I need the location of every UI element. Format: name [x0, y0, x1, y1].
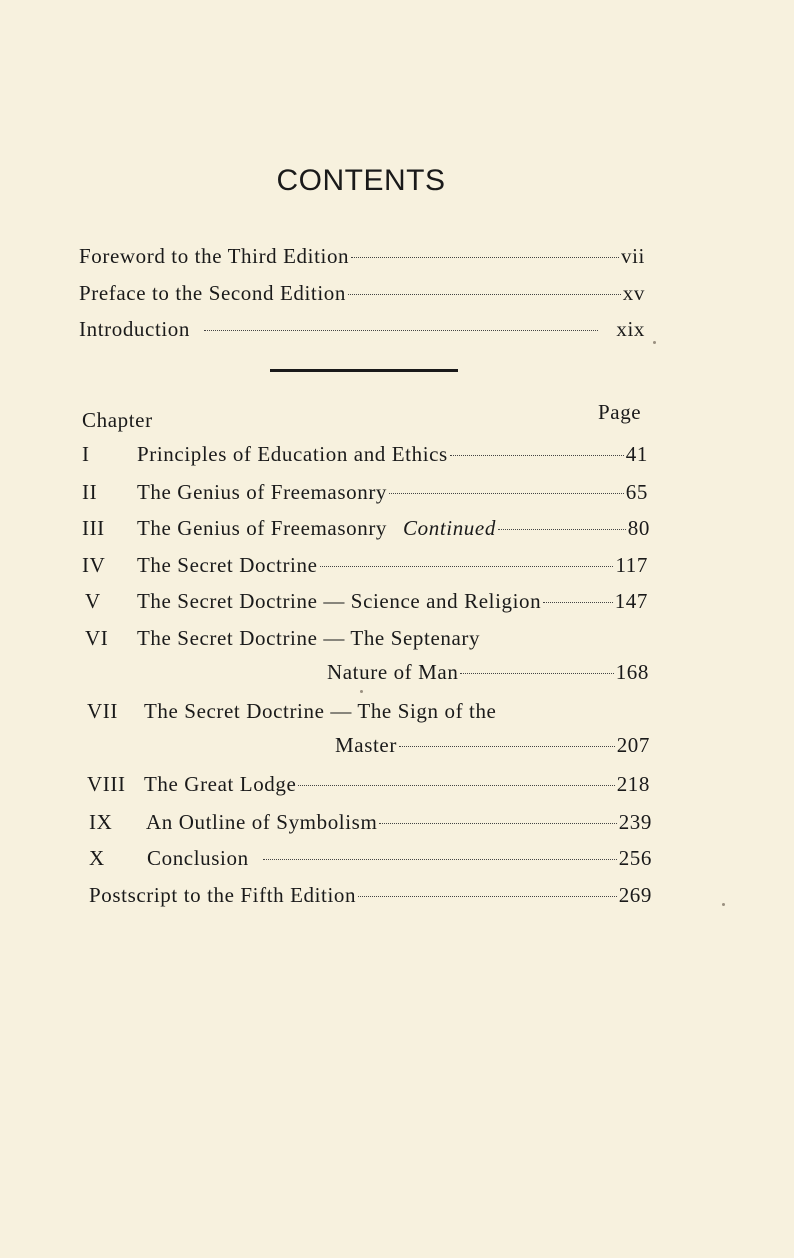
- toc-entry-chapter-2: [82, 479, 648, 505]
- section-divider: [270, 369, 458, 372]
- entry-label: The Secret Doctrine: [137, 553, 318, 577]
- entry-label-continued: Continued: [403, 516, 496, 540]
- entry-label: The Genius of Freemasonry: [137, 480, 388, 504]
- entry-page: 80: [627, 516, 650, 540]
- entry-label: An Outline of Symbolism: [146, 810, 378, 834]
- paper-speck: [722, 903, 725, 906]
- chapter-number: III: [82, 516, 105, 540]
- entry-page: 218: [616, 772, 650, 796]
- entry-page: 147: [614, 589, 648, 613]
- chapter-number: I: [82, 442, 90, 466]
- chapter-number: X: [89, 846, 105, 870]
- toc-entry-foreword: [79, 243, 645, 269]
- toc-entry-chapter-6-continued: [327, 659, 649, 685]
- dot-leader: [298, 785, 614, 786]
- toc-entry-chapter-8: [87, 771, 650, 797]
- dot-leader: [389, 493, 624, 494]
- toc-entry-chapter-5: [85, 588, 648, 614]
- entry-label: Postscript to the Fifth Edition: [89, 883, 357, 907]
- entry-page: 65: [625, 480, 648, 504]
- toc-entry-chapter-7-continued: [335, 732, 650, 758]
- entry-label: Principles of Education and Ethics: [137, 442, 448, 466]
- entry-label: The Secret Doctrine — The Sign of the: [144, 699, 497, 723]
- entry-page: 117: [615, 553, 648, 577]
- dot-leader: [399, 746, 615, 747]
- entry-label: Introduction: [79, 317, 191, 341]
- toc-entry-chapter-3: [82, 515, 650, 541]
- entry-label: Preface to the Second Edition: [79, 281, 346, 305]
- dot-leader: [450, 455, 624, 456]
- entry-label: Conclusion: [147, 846, 249, 870]
- chapter-number: VIII: [87, 772, 126, 796]
- toc-entry-chapter-9: [89, 809, 652, 835]
- chapter-number: IX: [89, 810, 113, 834]
- dot-leader: [351, 257, 619, 258]
- toc-entry-introduction: [79, 316, 645, 342]
- chapter-column-header: Chapter: [82, 408, 153, 432]
- entry-page: vii: [621, 244, 645, 268]
- entry-page: 207: [616, 733, 650, 757]
- entry-label: The Genius of Freemasonry: [137, 516, 388, 540]
- toc-entry-chapter-7: [87, 698, 650, 724]
- toc-entry-chapter-6: [85, 625, 648, 651]
- dot-leader: [320, 566, 614, 567]
- entry-page: 269: [618, 883, 652, 907]
- entry-page: xix: [616, 317, 645, 341]
- toc-entry-chapter-4: [82, 552, 648, 578]
- paper-speck: [360, 690, 363, 693]
- chapter-number: II: [82, 480, 98, 504]
- dot-leader: [348, 294, 621, 295]
- entry-page: 168: [615, 660, 649, 684]
- dot-leader: [263, 859, 617, 860]
- dot-leader: [543, 602, 612, 603]
- entry-label: The Secret Doctrine — The Septenary: [137, 626, 481, 650]
- toc-entry-preface: [79, 280, 645, 306]
- entry-page: 239: [618, 810, 652, 834]
- paper-speck: [653, 341, 656, 344]
- entry-page: 41: [625, 442, 648, 466]
- page-column-header: Page: [598, 400, 642, 424]
- toc-entry-chapter-10: [89, 845, 652, 871]
- dot-leader: [460, 673, 613, 674]
- dot-leader: [358, 896, 617, 897]
- entry-label-continued: Master: [335, 733, 397, 757]
- chapter-number: V: [85, 589, 101, 613]
- entry-page: xv: [622, 281, 645, 305]
- chapter-number: VI: [85, 626, 109, 650]
- page-title: CONTENTS: [276, 164, 446, 197]
- dot-leader: [379, 823, 616, 824]
- entry-label: Foreword to the Third Edition: [79, 244, 350, 268]
- entry-label: The Secret Doctrine — Science and Religion: [137, 589, 542, 613]
- dot-leader: [204, 330, 598, 331]
- chapter-number: VII: [87, 699, 118, 723]
- entry-label-continued: Nature of Man: [327, 660, 459, 684]
- toc-entry-postscript: [89, 882, 652, 908]
- toc-entry-chapter-1: [82, 441, 648, 467]
- dot-leader: [498, 529, 626, 530]
- chapter-number: IV: [82, 553, 106, 577]
- entry-page: 256: [618, 846, 652, 870]
- entry-label: The Great Lodge: [144, 772, 297, 796]
